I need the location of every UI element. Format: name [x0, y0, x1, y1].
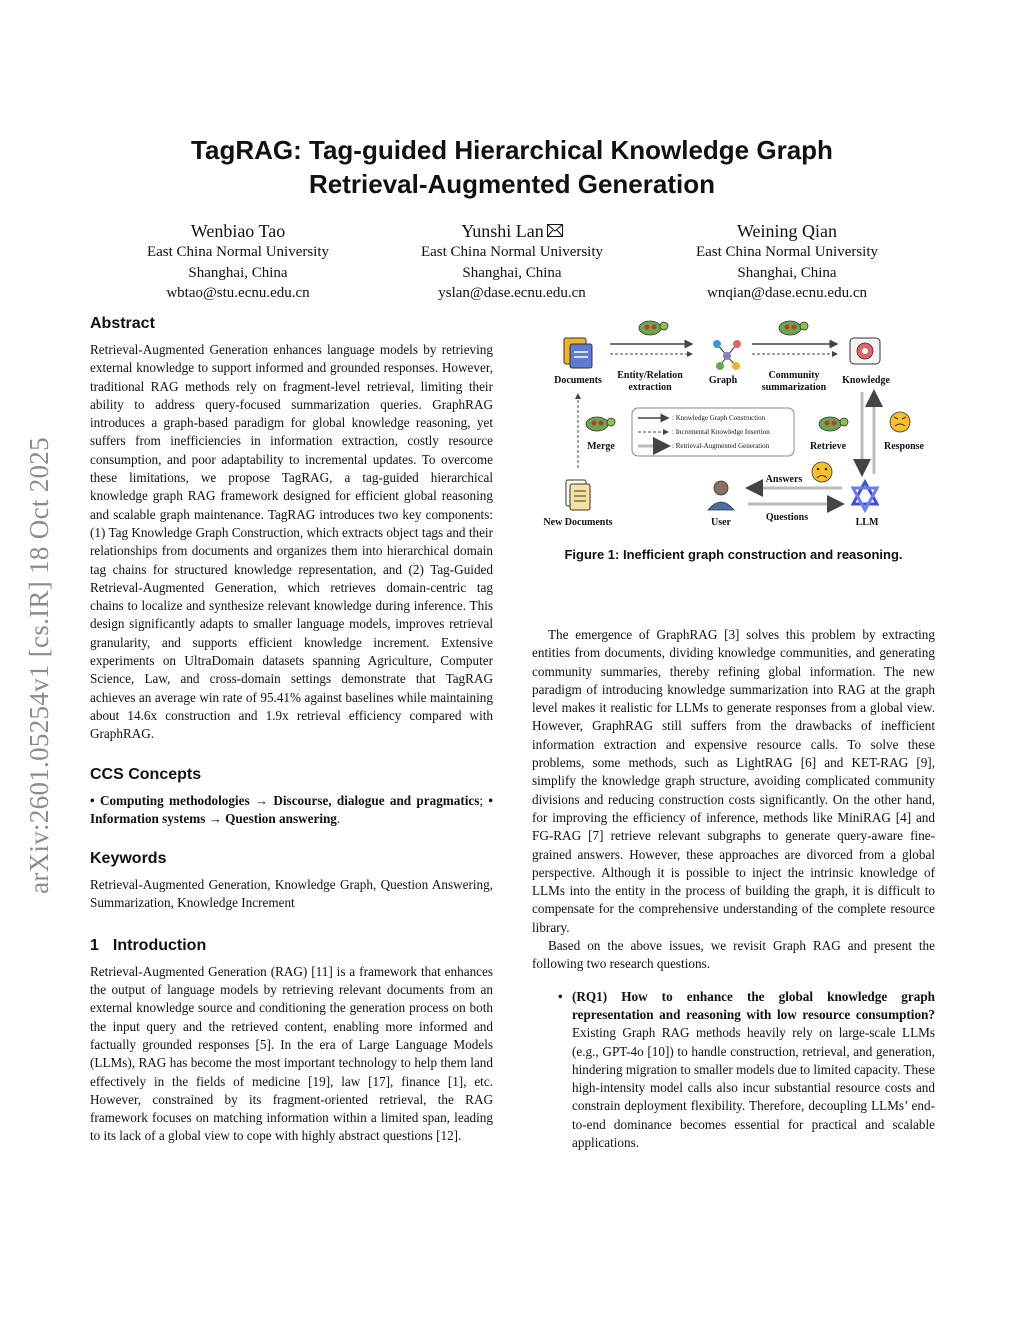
figure-1	[532, 316, 935, 531]
author-block-1	[88, 220, 388, 304]
intro-paragraph-1: Retrieval-Augmented Generation (RAG) [11] is a framework that enhances the output of language models by retrieving relevant documents from an external knowledge source and conditioning the generation process on both the input query and the retrieved content, enabling more informed and factually grounded responses [5]. In the era of Large Language Models (LLMs), RAG has become the most important technology to help them land effectively in the fields of medicine [19], law [17], finance [1], etc. However, constrained by its fragment-oriented retrieval, the RAG framework focuses on matching information within a limited span, leading to its lack of a global view to cope with highly abstract questions [12].	[90, 963, 493, 1144]
author-block-2	[362, 220, 662, 304]
left-column	[90, 313, 493, 1146]
envelope-icon	[547, 220, 563, 242]
turtle-icon	[639, 321, 668, 335]
figure-label-questions: Questions	[765, 512, 809, 523]
keywords-section	[90, 848, 493, 913]
figure-label-community-1: Community	[768, 370, 820, 381]
abstract-heading: Abstract	[90, 315, 155, 332]
new-documents-icon	[566, 480, 590, 510]
ccs-bullet: •	[90, 792, 95, 808]
author-name: Yunshi Lan	[461, 221, 544, 241]
figure-label-answers: Answers	[765, 474, 803, 485]
keywords-heading: Keywords	[90, 850, 167, 868]
ccs-separator: ;	[479, 792, 489, 808]
section-heading-introduction	[90, 935, 493, 957]
title-line-2: Retrieval-Augmented Generation	[309, 169, 715, 199]
arxiv-identifier	[19, 380, 59, 950]
figure-label-llm: LLM	[855, 517, 879, 528]
sad-face-icon	[812, 462, 832, 482]
turtle-icon	[819, 417, 848, 431]
figure-label-extraction-2: extraction	[628, 382, 672, 393]
figure-diagram	[532, 316, 935, 531]
legend-item-insertion: : Incremental Knowledge Insertion	[672, 428, 770, 436]
llm-icon	[853, 482, 877, 510]
turtle-icon	[779, 321, 808, 335]
title-line-1: TagRAG: Tag-guided Hierarchical Knowledge Graph	[191, 135, 833, 165]
author-email[interactable]: yslan@dase.ecnu.edu.cn	[438, 285, 586, 301]
paper-title	[120, 133, 904, 201]
figure-label-retrieve: Retrieve	[809, 441, 847, 452]
legend-item-rag: : Retrieval-Augmented Generation	[672, 442, 770, 450]
author-location: Shanghai, China	[188, 264, 288, 281]
legend-item-construction: : Knowledge Graph Construction	[672, 414, 766, 422]
ccs-heading: CCS Concepts	[90, 765, 202, 783]
author-affiliation: East China Normal University	[695, 244, 879, 260]
figure-label-documents: Documents	[554, 375, 602, 386]
introduction-section	[90, 935, 493, 1146]
rq1-title: (RQ1) How to enhance the global knowledge graph representation and reasoning with low resource consumption?	[572, 988, 935, 1022]
intro-paragraph-3: Based on the above issues, we revisit Graph RAG and present the following two research questions.	[532, 938, 935, 972]
ccs-text	[90, 792, 493, 829]
abstract-text: Retrieval-Augmented Generation enhances language models by retrieving external knowledge to support informed and grounded responses. However, traditional RAG methods rely on fragment-level retrieval, limiting their ability to address query-focused summarization queries. GraphRAG introduces a graph-based paradigm for global knowledge reasoning, yet suffers from inefficiencies in information extraction, costly resource consumption, and poor adaptability to incremental updates. To overcome these limitations, we propose TagRAG, a tag-guided hierarchical knowledge graph RAG framework designed for efficient global reasoning and scalable graph maintenance. TagRAG introduces two key components: (1) Tag Knowledge Graph Construction, which extracts object tags and their relationships from documents and organizes them into hierarchical domain tag chains for structured knowledge representation, and (2) Tag-Guided Retrieval-Augmented Generation, which retrieves domain-centric tag chains to localize and synthesize relevant knowledge during inference. This design significantly adapts to smaller language models, improves retrieval granularity, and supports efficient knowledge increment. Extensive experiments on UltraDomain datasets spanning Agriculture, Computer Science, Law, and cross-domain settings demonstrate that TagRAG achieves an average win rate of 95.41% against baselines while maintaining about 14.6x construction and 1.9x retrieval efficiency compared with GraphRAG.	[90, 342, 493, 742]
keywords-text: Retrieval-Augmented Generation, Knowledge Graph, Question Answering, Summarization, Knowledge Increment	[90, 877, 493, 911]
figure-caption: Figure 1: Inefficient graph construction and reasoning.	[564, 547, 903, 562]
rq1-body: Existing Graph RAG methods heavily rely on large-scale LLMs (e.g., GPT-4o [10]) to handle construction, retrieval, and generation, hindering migration to smaller models due to limited capacity. These high-intensity model calls also incur substantial resource costs and constrain deployment flexibility. Therefore, decoupling LLMs’ end-to-end dominance becomes essential for practical and scalable applications.	[572, 1025, 935, 1151]
right-column	[532, 626, 935, 1152]
author-location: Shanghai, China	[462, 264, 562, 281]
ccs-item: Information systems → Question answering	[90, 810, 337, 826]
section-number: 1	[90, 936, 99, 954]
arxiv-id-text: arXiv:2601.05254v1 [cs.IR] 18 Oct 2025	[23, 436, 54, 894]
ccs-item: Computing methodologies → Discourse, dialogue and pragmatics	[99, 792, 480, 808]
ccs-end: .	[336, 810, 341, 826]
ccs-bullet: •	[488, 792, 494, 808]
knowledge-brain-icon	[850, 338, 880, 364]
figure-label-extraction-1: Entity/Relation	[617, 370, 683, 381]
turtle-icon	[586, 417, 615, 431]
author-affiliation: East China Normal University	[146, 244, 330, 260]
intro-paragraph-2: The emergence of GraphRAG [3] solves this problem by extracting entities from documents, dividing knowledge communities, and generating community summaries, thereby refining global information. The new paradigm of introducing knowledge summarization into RAG at the graph level makes it realistic for LLMs to generate responses from a global view. However, GraphRAG still suffers from the drawbacks of inefficient information extraction and expensive resource calls. To solve these problems, some methods, such as LightRAG [6] and KET-RAG [9], simplify the knowledge graph structure, avoiding complicated community divisions and reducing construction costs significantly. On the other hand, for improving the efficiency of inference, methods like MiniRAG [4] and FG-RAG [7] retrieve relevant subgraphs to generate query-aware fine-grained answers. However, these approaches are divorced from a global perspective. Although it is possible to inject the intrinsic knowledge of LLMs into the entity in the process of building the graph, it is difficult to compensate for the comprehensive understanding of the complete resource library.	[532, 627, 935, 935]
figure-label-knowledge: Knowledge	[842, 375, 890, 386]
user-icon	[708, 481, 734, 510]
author-block-3	[637, 220, 937, 304]
author-location: Shanghai, China	[737, 264, 837, 281]
graph-icon	[713, 340, 741, 370]
author-email[interactable]: wbtao@stu.ecnu.edu.cn	[166, 285, 310, 301]
figure-label-response: Response	[883, 441, 925, 452]
author-email[interactable]: wnqian@dase.ecnu.edu.cn	[706, 285, 867, 301]
author-affiliation: East China Normal University	[420, 244, 604, 260]
figure-label-community-2: summarization	[761, 382, 827, 393]
figure-label-merge: Merge	[587, 441, 615, 452]
ccs-section	[90, 764, 493, 829]
figure-label-graph: Graph	[708, 375, 738, 386]
author-name: Weining Qian	[736, 221, 838, 241]
figure-label-user: User	[711, 517, 731, 528]
figure-label-new-documents: New Documents	[543, 517, 613, 528]
section-title: Introduction	[112, 936, 207, 954]
author-name: Wenbiao Tao	[190, 221, 286, 241]
documents-icon	[564, 338, 592, 368]
angry-face-icon	[890, 412, 910, 432]
research-question-1	[572, 988, 935, 1153]
